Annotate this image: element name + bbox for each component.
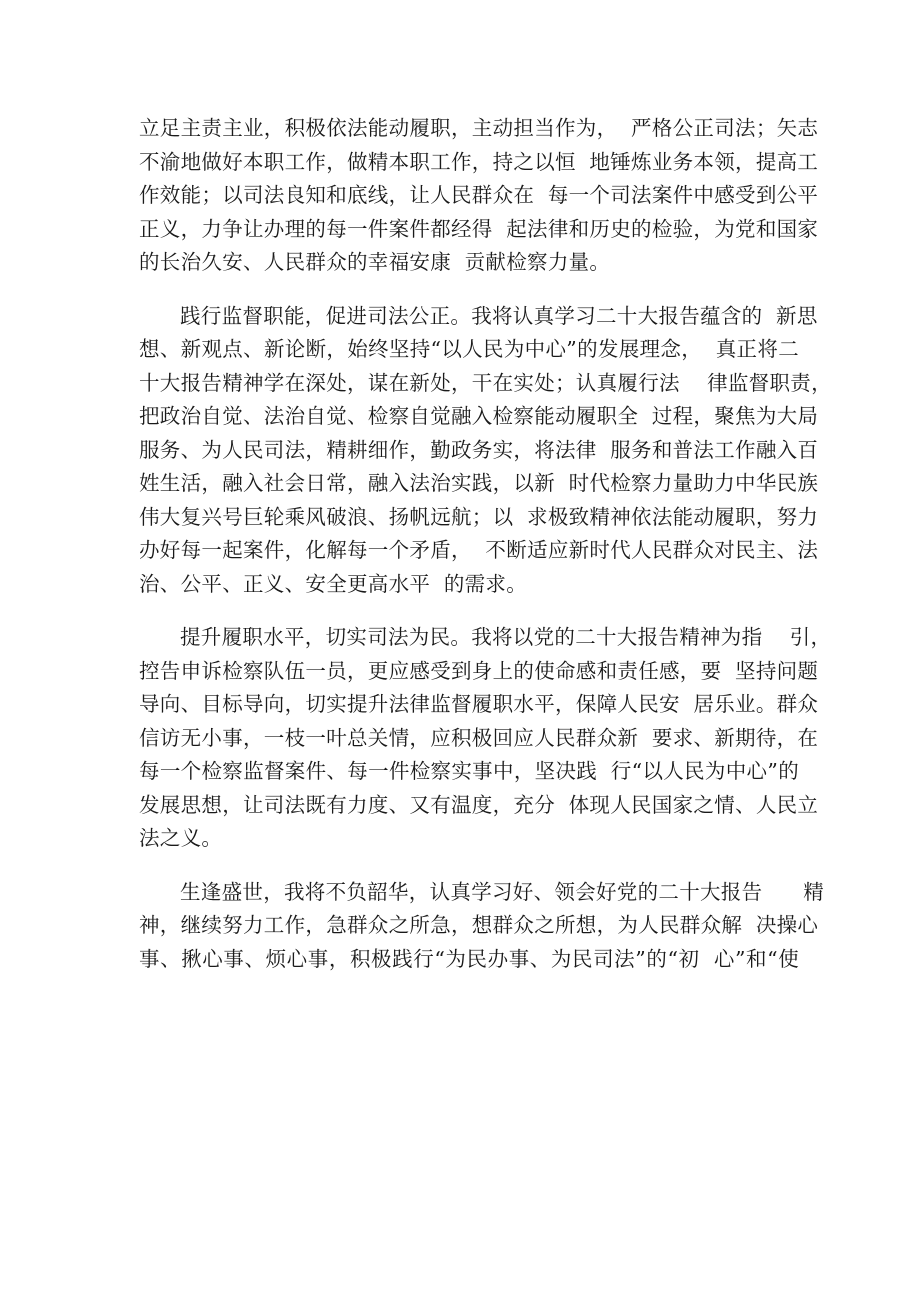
text-line: 不渝地做好本职工作，做精本职工作，持之以恒 地锤炼业务本领，提高工 [139, 149, 819, 174]
text-line: 发展思想，让司法既有力度、又有温度，充分 体现人民国家之情、人民立 [139, 792, 819, 817]
text-line: 服务、为人民司法，精耕细作，勤政务实，将法律 服务和普法工作融入百 [139, 437, 819, 462]
text-line: 生逢盛世，我将不负韶华，认真学习好、领会好党的二十大报告 精 [180, 879, 825, 904]
text-line: 伟大复兴号巨轮乘风破浪、扬帆远航；以 求极致精神依法能动履职，努力 [139, 504, 819, 529]
text-line: 的长治久安、人民群众的幸福安康 贡献检察力量。 [139, 250, 611, 274]
text-line: 神，继续努力工作，急群众之所急，想群众之所想，为人民群众解 决操心 [139, 913, 819, 937]
paragraph-3 [139, 621, 832, 856]
text-line: 提升履职水平，切实司法为民。我将以党的二十大报告精神为指 引， [180, 625, 832, 649]
text-line: 十大报告精神学在深处，谋在新处，干在实处；认真履行法 律监督职责， [139, 370, 832, 395]
text-line: 想、新观点、新论断，始终坚持“以人民为中心”的发展理念， 真正将二 [139, 337, 799, 361]
text-line: 导向、目标导向，切实提升法律监督履职水平，保障人民安 居乐业。群众 [139, 692, 819, 716]
text-line: 每一个检察监督案件、每一件检察实事中，坚决践 行“以人民为中心”的 [139, 759, 799, 783]
text-line: 信访无小事，一枝一叶总关情，应积极回应人民群众新 要求、新期待，在 [139, 725, 819, 750]
paragraph-4 [139, 876, 825, 977]
text-line: 作效能；以司法良知和底线，让人民群众在 每一个司法案件中感受到公平 [139, 183, 819, 207]
text-line: 办好每一起案件，化解每一个矛盾， 不断适应新时代人民群众对民主、法 [139, 538, 819, 562]
text-line: 事、揪心事、烦心事，积极践行“为民办事、为民司法”的“初 心”和“使 [139, 946, 799, 971]
text-line: 正义，力争让办理的每一件案件都经得 起法律和历史的检验，为党和国家 [139, 216, 819, 241]
text-line: 治、公平、正义、安全更高水平 的需求。 [139, 571, 528, 596]
text-line: 践行监督职能，促进司法公正。我将认真学习二十大报告蕴含的 新思 [180, 303, 818, 328]
paragraph-2 [139, 300, 832, 602]
text-line: 立足主责主业，积极依法能动履职，主动担当作为， 严格公正司法；矢志 [139, 116, 819, 140]
text-line: 把政治自觉、法治自觉、检察自觉融入检察能动履职全 过程，聚焦为大局 [139, 404, 819, 428]
document-body [139, 112, 832, 976]
paragraph-1 [139, 112, 819, 280]
text-line: 姓生活，融入社会日常，融入法治实践，以新 时代检察力量助力中华民族 [139, 471, 819, 495]
text-line: 控告申诉检察队伍一员，更应感受到身上的使命感和责任感，要 坚持问题 [139, 658, 819, 683]
text-line: 法之义。 [139, 826, 223, 850]
